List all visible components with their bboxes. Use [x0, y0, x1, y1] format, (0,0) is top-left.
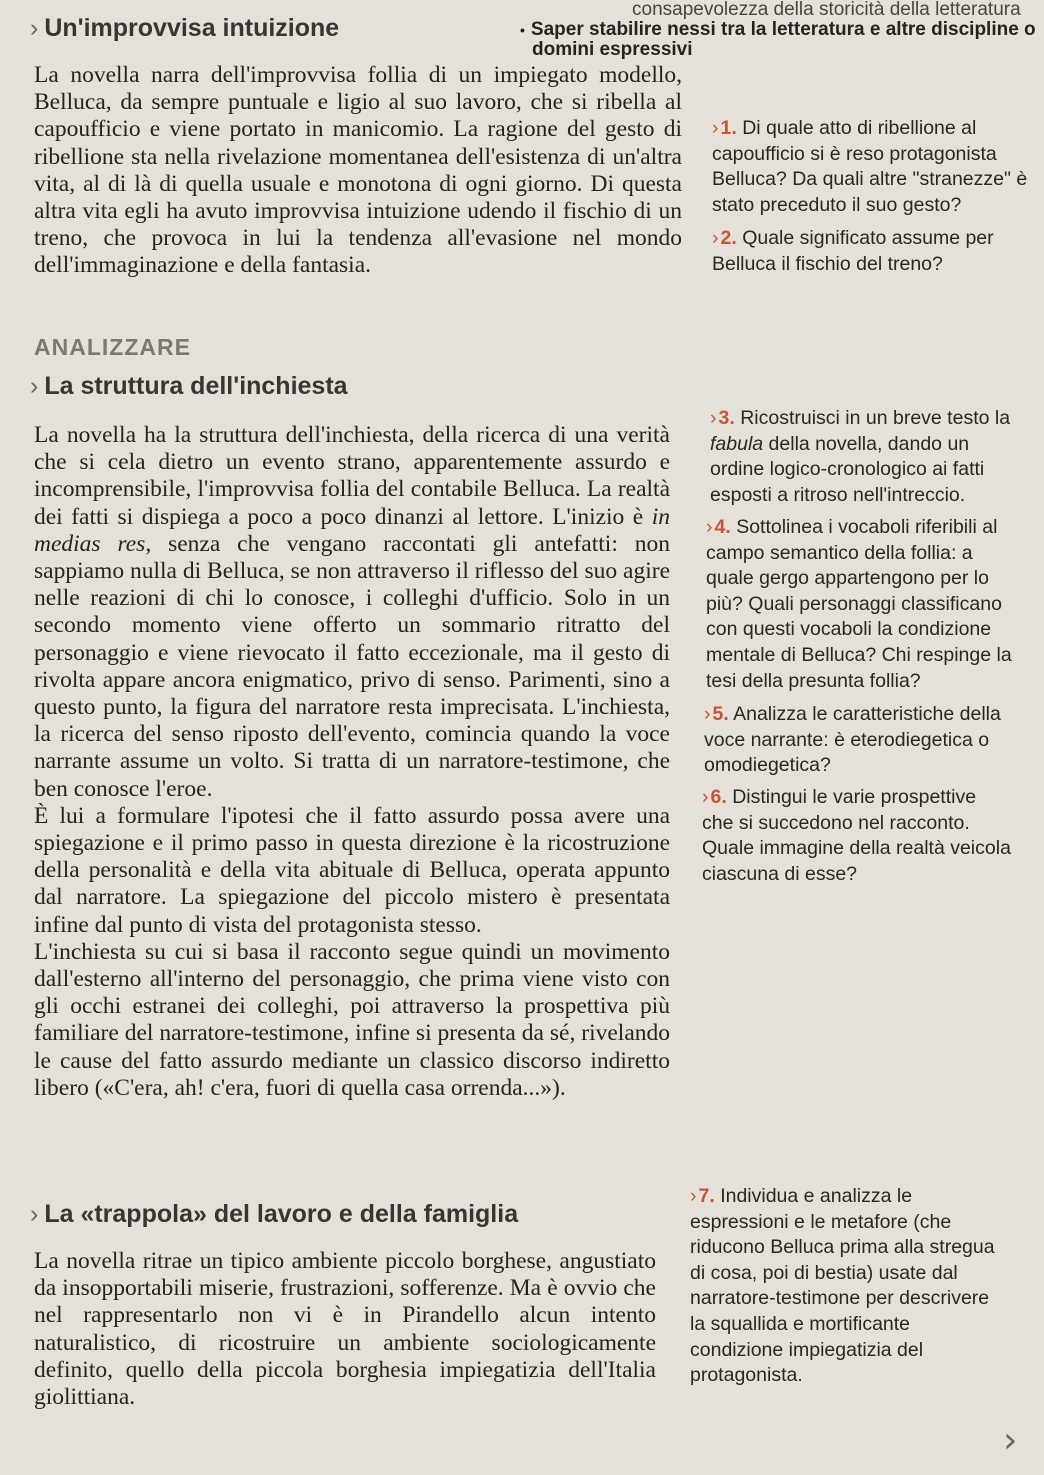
chevron-right-icon: › [30, 1200, 39, 1228]
paragraph-inchiesta: La novella ha la struttura dell'inchiesta, della ricerca di una verità che si cela dietro un evento strano, apparentemente assurdo e incomprensibile, l'improvvisa follia del contabile Belluca. La realtà dei fatti si dispiega a poco a poco dinanzi al lettore. L'inizio è in medias res, senza che vengano raccontati gli antefatti: non sappiamo nulla di Belluca, se non attraverso il riflesso del suo agire nelle reazioni di chi lo conosce, i colleghi d'ufficio. Solo in un secondo momento viene offerto un sommario ritratto del personaggio e viene rievocato il fatto eccezionale, ma il gesto di rivolta appare ancora enigmatico, privo di senso. Parimenti, sino a questo punto, la figura del narratore resta imprecisata. L'inchiesta, la ricerca del senso riposto dell'evento, comincia quando la voce narrante assume un volto. Si tratta di un narratore-testimone, che ben conosce l'eroe. È lui a formulare l'ipotesi che il fatto assurdo possa avere una spiegazione e il primo passo in questa direzione è la ricostruzione della personalità e della vita abituale di Belluca, operata appunto dal narratore. La spiegazione del piccolo mistero è presentata infine dal punto di vista del protagonista stesso. L'inchiesta su cui si basa il racconto segue quindi un movimento dall'esterno all'interno del personaggio, che prima viene visto con gli occhi estranei dei colleghi, poi attraverso la prospettiva più familiare del narratore-testimone, infine si presenta da sé, rivelando le cause del fatto assurdo mediante un classico discorso indiretto libero («C'era, ah! c'era, fuori di quella casa orrenda...»). [34, 422, 670, 1101]
objective-line-3: domini espressivi [532, 39, 693, 60]
objectives-header [520, 0, 1040, 60]
objective-line-2: • Saper stabilire nessi tra la letteratura e altre discipline o [520, 19, 1036, 40]
paragraph-ambiente: La novella ritrae un tipico ambiente piccolo borghese, angustiato da insopportabili miserie, frustrazioni, sofferenze. Ma è ovvio che nel rappresentarlo non vi è in Pirandello alcun intento naturalistico, di ricostruire un ambiente sociologicamente definito, quello della piccola borghesia impiegatizia dell'Italia giolittiana. [34, 1248, 656, 1411]
paragraph-ipotesi: È lui a formulare l'ipotesi che il fatto assurdo possa avere una spiegazione e il primo passo in questa direzione è la ricostruzione della personalità e della vita abituale di Belluca, operata appunto dal narratore. La spiegazione del piccolo mistero è presentata infine dal punto di vista del protagonista stesso. [34, 802, 670, 938]
chevron-right-icon: › [702, 786, 709, 808]
section-title-intuizione: › Un'improvvisa intuizione [30, 14, 340, 42]
paragraph-intro: La novella narra dell'improvvisa follia di un impiegato modello, Belluca, da sempre puntuale e ligio al suo lavoro, che si ribella al capoufficio e viene portato in manicomio. La ragione del gesto di ribellione sta nella rivelazione momentanea dell'esistenza di un'altra vita, al di là di quella usuale e monotona di ogni giorno. Di questa altra vita egli ha avuto improvvisa intuizione udendo il fischio di un treno, che provoca in lui la tendenza all'evasione nel mondo dell'immaginazione e della fantasia. [34, 62, 682, 279]
question-6: › 6. Distingui le varie prospettive che si succedono nel racconto. Quale immagine della realtà veicola ciascuna di esse? [702, 786, 1011, 885]
next-page-arrow-icon[interactable]: › [1003, 1420, 1018, 1461]
analizzare-label: ANALIZZARE [34, 334, 191, 360]
chevron-right-icon: › [704, 703, 711, 725]
chevron-right-icon: › [710, 407, 717, 429]
question-3: › 3. Ricostruisci in un breve testo la fabula della novella, dando un ordine logico-cronologico ai fatti esposti a ritroso nell'intreccio. [710, 407, 1011, 506]
question-1: › 1. Di quale atto di ribellione al capoufficio si è reso protagonista Belluca? Da quali altre "stranezze" è stato preceduto il suo gesto? [712, 117, 1028, 216]
question-2: › 2. Quale significato assume per Belluca il fischio del treno? [712, 227, 994, 275]
question-7: › 7. Individua e analizza le espressioni e le metafore (che riducono Belluca prima alla stregua di cosa, poi di bestia) usate dal narratore-testimone per descrivere la squallida e mortificante condizione impiegatizia del protagonista. [690, 1185, 995, 1387]
question-4: › 4. Sottolinea i vocaboli riferibili al campo semantico della follia: a quale gergo appartengono per lo più? Quali personaggi classificano con questi vocaboli la condizione mentale di Belluca? Chi respinge la tesi della presunta follia? [706, 516, 1012, 692]
chevron-right-icon: › [690, 1185, 697, 1207]
chevron-right-icon: › [712, 227, 719, 249]
section-title-trappola: › La «trappola» del lavoro e della famiglia [30, 1200, 519, 1228]
italic-phrase: in medias res [34, 503, 670, 557]
paragraph-movimento: L'inchiesta su cui si basa il racconto segue quindi un movimento dall'esterno all'interno del personaggio, che prima viene visto con gli occhi estranei dei colleghi, poi attraverso la prospettiva più familiare del narratore-testimone, infine si presenta da sé, rivelando le cause del fatto assurdo mediante un classico discorso indiretto libero («C'era, ah! c'era, fuori di quella casa orrenda...»). [34, 938, 670, 1101]
question-5: › 5. Analizza le caratteristiche della voce narrante: è eterodiegetica o omodiegetica? [704, 703, 1001, 777]
chevron-right-icon: › [30, 14, 39, 42]
chevron-right-icon: › [712, 117, 719, 139]
chevron-right-icon: › [30, 372, 39, 400]
bullet-icon: • [520, 22, 525, 38]
objective-line-1: consapevolezza della storicità della letteratura [632, 0, 1021, 20]
section-title-inchiesta: › La struttura dell'inchiesta [30, 372, 348, 400]
chevron-right-icon: › [706, 516, 713, 538]
